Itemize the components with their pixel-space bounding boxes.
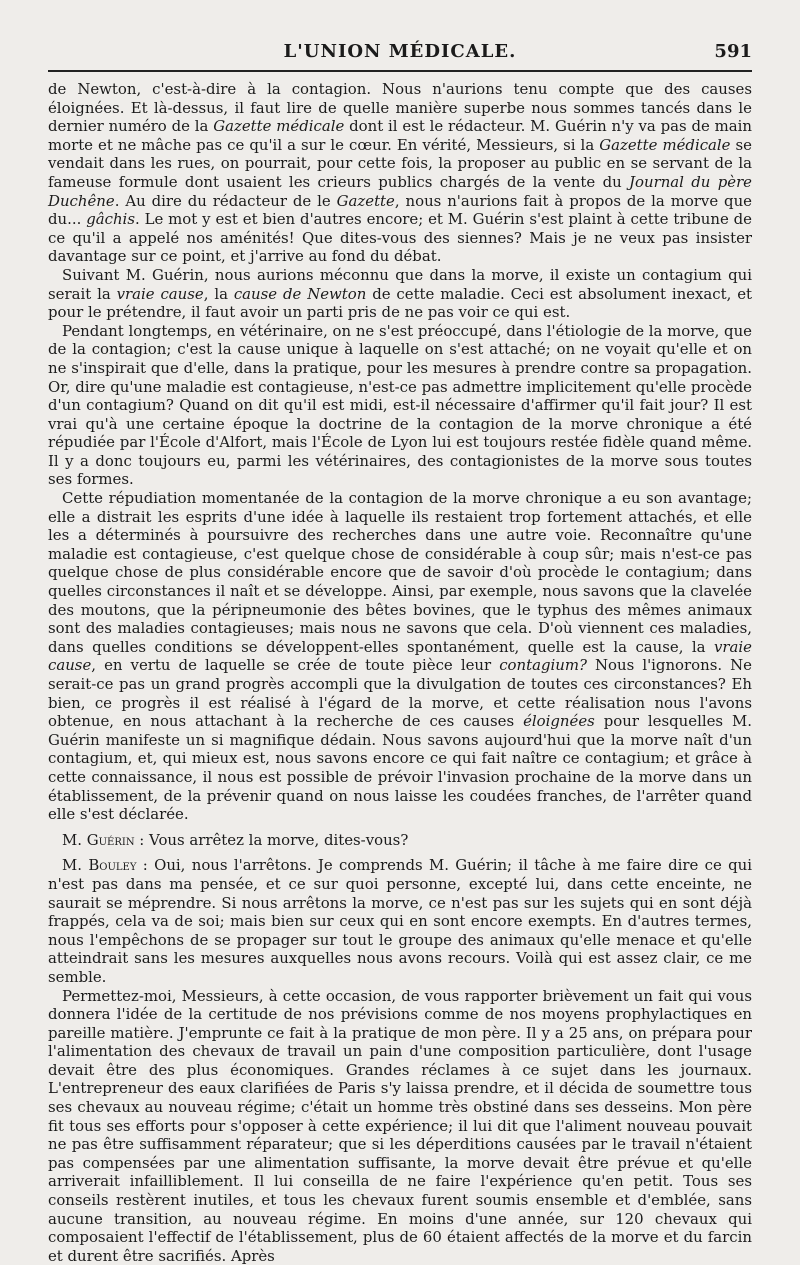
page-number: 591 xyxy=(714,41,752,62)
text-run: , nous n'aurions fait à propos de la morve que du... xyxy=(48,192,752,229)
italic-text: Gazette médicale xyxy=(599,136,730,154)
italic-text: contagium? xyxy=(499,656,587,674)
italic-text: vraie cause xyxy=(48,638,752,675)
text-run: . Au dire du rédacteur de le xyxy=(115,192,337,210)
speaker-paragraph xyxy=(48,856,752,986)
journal-title: L'UNION MÉDICALE. xyxy=(284,41,517,62)
italic-text: cause de Newton xyxy=(234,285,366,303)
header-rule xyxy=(48,70,752,72)
speaker-name: Guérin xyxy=(87,831,135,849)
text-run: , la xyxy=(204,285,234,303)
text-run: Nous l'ignorons. Ne serait-ce pas un grand progrès accompli que la divulgation de toutes ces circonstances? Eh bien, ce progrès il est réalisé à l'égard de la morve, et cette réalisation nous l'avons obtenue, en nous attachant à la recherche de ces causes xyxy=(48,656,752,730)
text-run: M. xyxy=(62,856,88,874)
text-run: se vendait dans les rues, on pourrait, pour cette fois, la proposer au public en se servant de la fameuse formule dont usaient les crieurs publics chargés de la vente du xyxy=(48,136,752,191)
text-run: Cette répudiation momentanée de la contagion de la morve chronique a eu son avantage; elle a distrait les esprits d'une idée à laquelle ils restaient trop fortement attachés, et elle les a déterminés à poursuivre des recherches dans une autre voie. Reconnaître qu'une maladie est contagieuse, c'est quelque chose de considérable à coup sûr; mais n'est-ce pas quelque chose de plus considérable encore que de savoir d'où procède le contagium; dans quelles circonstances il naît et se développe. Ainsi, par exemple, nous savons que la clavelée des moutons, que la péripneumonie des bêtes bovines, que le typhus des mêmes animaux sont des maladies contagieuses; mais nous ne savons que cela. D'où viennent ces maladies, dans quelles conditions se développent-elles spontanément, quelle est la cause, la xyxy=(48,489,752,656)
text-run: de cette maladie. Ceci est absolument inexact, et pour le prétendre, il faut avoir un parti pris de ne pas voir ce qui est. xyxy=(48,285,752,322)
paragraph xyxy=(48,266,752,322)
running-header xyxy=(48,0,752,66)
italic-text: Journal du père Duchêne xyxy=(48,173,752,210)
article-body xyxy=(48,80,752,1265)
italic-text: Gazette xyxy=(337,192,395,210)
speaker-name: Bouley xyxy=(88,856,136,874)
speaker-paragraph xyxy=(48,831,752,850)
text-run: pour lesquelles M. Guérin manifeste un si magnifique dédain. Nous savons aujourd'hui que la morve naît d'un contagium, et, qui mieux est, nous savons encore ce qui fait naître ce contagium; et grâce à cette connaissance, il nous est possible de prévoir l'invasion prochaine de la morve dans un établissement, de la prévenir quand on nous laisse les coudées franches, de l'arrêter quand elle s'est déclarée. xyxy=(48,712,752,823)
paragraph xyxy=(48,489,752,824)
italic-text: éloignées xyxy=(523,712,595,730)
text-run: M. xyxy=(62,831,87,849)
paragraph xyxy=(48,80,752,266)
text-run: , en vertu de laquelle se crée de toute pièce leur xyxy=(91,656,499,674)
text-run: Pendant longtemps, en vétérinaire, on ne s'est préoccupé, dans l'étiologie de la morve, que de la contagion; c'est la cause unique à laquelle on s'est attaché; on ne voyait qu'elle et on ne s'inspirait que d'elle, dans la pratique, pour les mesures à prendre contre sa propagation. Or, dire qu'une maladie est contagieuse, n'est-ce pas admettre implicitement qu'elle procède d'un contagium? Quand on dit qu'il est midi, est-il nécessaire d'affirmer qu'il fait jour? Il est vrai qu'à une certaine époque la doctrine de la contagion de la morve chronique a été répudiée par l'École d'Alfort, mais l'École de Lyon lui est toujours restée fidèle quand même. Il y a donc toujours eu, parmi les vétérinaires, des contagionistes de la morve sous toutes ses formes. xyxy=(48,322,752,489)
italic-text: vraie cause xyxy=(117,285,204,303)
text-run: . Le mot y est et bien d'autres encore; et M. Guérin s'est plaint à cette tribune de ce qu'il a appelé nos aménités! Que dites-vous des siennes? Mais je ne veux pas insister davantage sur ce point, et j'arrive au fond du débat. xyxy=(48,210,752,265)
italic-text: Gazette médicale xyxy=(213,117,344,135)
paragraph xyxy=(48,322,752,489)
text-run: : Vous arrêtez la morve, dites-vous? xyxy=(135,831,409,849)
text-run: : Oui, nous l'arrêtons. Je comprends M. Guérin; il tâche à me faire dire ce qui n'est pas dans ma pensée, et ce sur quoi personne, excepté lui, dans cette enceinte, ne saurait se méprendre. Si nous arrêtons la morve, ce n'est pas sur les sujets qui en sont déjà frappés, cela va de soi; mais bien sur ceux qui en sont encore exempts. En d'autres termes, nous l'empêchons de se propager sur tout le groupe des animaux qu'elle menace et qu'elle atteindrait sans les mesures auxquelles nous avons recours. Voilà qui est assez clair, ce me semble. xyxy=(48,856,752,986)
text-run: de Newton, c'est-à-dire à la contagion. Nous n'aurions tenu compte que des causes éloignées. Et là-dessus, il faut lire de quelle manière superbe nous sommes tancés dans le dernier numéro de la xyxy=(48,80,752,135)
italic-text: gâchis xyxy=(86,210,135,228)
text-run: Permettez-moi, Messieurs, à cette occasion, de vous rapporter brièvement un fait qui vous donnera l'idée de la certitude de nos prévisions comme de nos moyens prophylactiques en pareille matière. J'emprunte ce fait à la pratique de mon père. Il y a 25 ans, on prépara pour l'alimentation des chevaux de travail un pain d'une composition particulière, dont l'usage devait être des plus économiques. Grandes réclames à ce sujet dans les journaux. L'entrepreneur des eaux clarifiées de Paris s'y laissa prendre, et il décida de soumettre tous ses chevaux au nouveau régime; c'était un homme très obstiné dans ses desseins. Mon père fit tous ses efforts pour s'opposer à cette expérience; il lui dit que l'aliment nouveau pouvait ne pas être suffisamment réparateur; que si les déperditions causées par le travail n'étaient pas compensées par une alimentation suffisante, la morve devait être prévue et qu'elle arriverait infailliblement. Il lui conseilla de ne faire l'expérience qu'en petit. Tous ses conseils restèrent inutiles, et tous les chevaux furent soumis ensemble et d'emblée, sans aucune transition, au nouveau régime. En moins d'une année, sur 120 chevaux qui composaient l'effectif de l'établissement, plus de 60 étaient affectés de la morve et du farcin et durent être sacrifiés. Après xyxy=(48,987,752,1265)
paragraph xyxy=(48,987,752,1265)
text-run: dont il est le rédacteur. M. Guérin n'y va pas de main morte et ne mâche pas ce qu'il a sur le cœur. En vérité, Messieurs, si la xyxy=(48,117,752,154)
text-run: Suivant M. Guérin, nous aurions méconnu que dans la morve, il existe un contagium qui serait la xyxy=(48,266,752,303)
